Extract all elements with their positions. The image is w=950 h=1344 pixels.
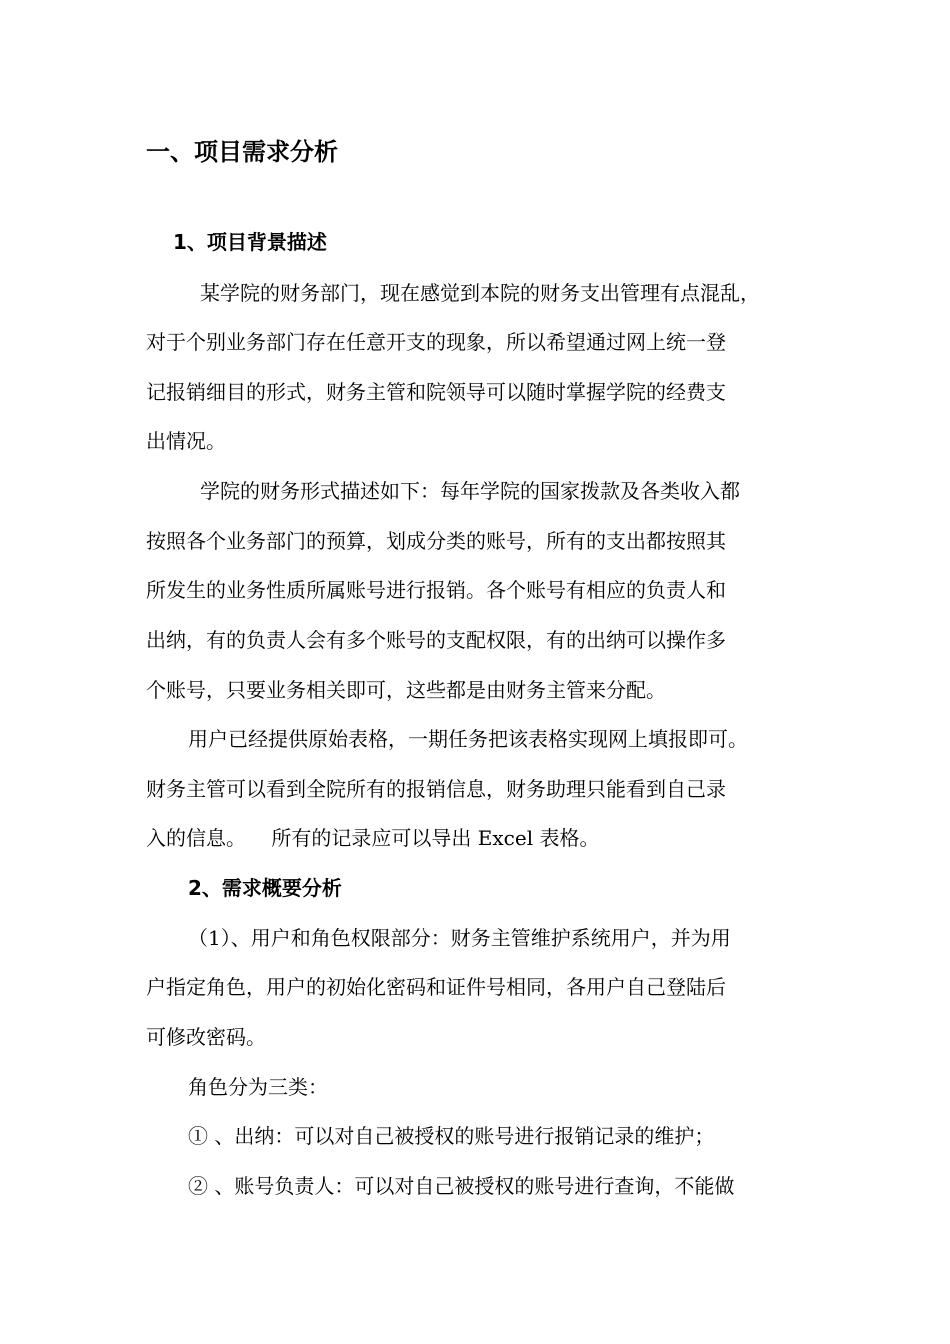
paragraph-line: 某学院的财务部门，现在感觉到本院的财务支出管理有点混乱，: [200, 281, 760, 305]
role-item-cashier: ① 、出纳：可以对自己被授权的账号进行报销记录的维护；: [188, 1124, 715, 1148]
roles-intro: 角色分为三类：: [188, 1075, 328, 1099]
main-heading: 一、项目需求分析: [146, 138, 338, 166]
role-item-account-owner: ② 、账号负责人：可以对自己被授权的账号进行查询，不能做: [188, 1174, 735, 1198]
section-1-title: 1、项目背景描述: [173, 230, 327, 254]
paragraph-line: 出情况。: [146, 429, 226, 453]
paragraph-line: 入的信息。 所有的记录应可以导出 Excel 表格。: [146, 826, 600, 850]
paragraph-line: 对于个别业务部门存在任意开支的现象，所以希望通过网上统一登: [146, 330, 726, 354]
paragraph-line: 学院的财务形式描述如下：每年学院的国家拨款及各类收入都: [200, 479, 740, 503]
paragraph-line: 按照各个业务部门的预算，划成分类的账号，所有的支出都按照其: [146, 529, 726, 553]
paragraph-line: 财务主管可以看到全院所有的报销信息，财务助理只能看到自己录: [146, 777, 726, 801]
paragraph-line: 用户已经提供原始表格，一期任务把该表格实现网上填报即可。: [188, 727, 748, 751]
paragraph-line: 户指定角色，用户的初始化密码和证件号相同，各用户自己登陆后: [146, 975, 726, 999]
paragraph-line: 个账号，只要业务相关即可，这些都是由财务主管来分配。: [146, 678, 666, 702]
paragraph-line: 所发生的业务性质所属账号进行报销。各个账号有相应的负责人和: [146, 578, 726, 602]
section-2-title: 2、需求概要分析: [188, 876, 342, 900]
paragraph-line: （1）、用户和角色权限部分：财务主管维护系统用户，并为用: [188, 926, 731, 950]
paragraph-line: 出纳，有的负责人会有多个账号的支配权限，有的出纳可以操作多: [146, 628, 726, 652]
paragraph-line: 记报销细目的形式，财务主管和院领导可以随时掌握学院的经费支: [146, 380, 726, 404]
paragraph-line: 可修改密码。: [146, 1025, 266, 1049]
